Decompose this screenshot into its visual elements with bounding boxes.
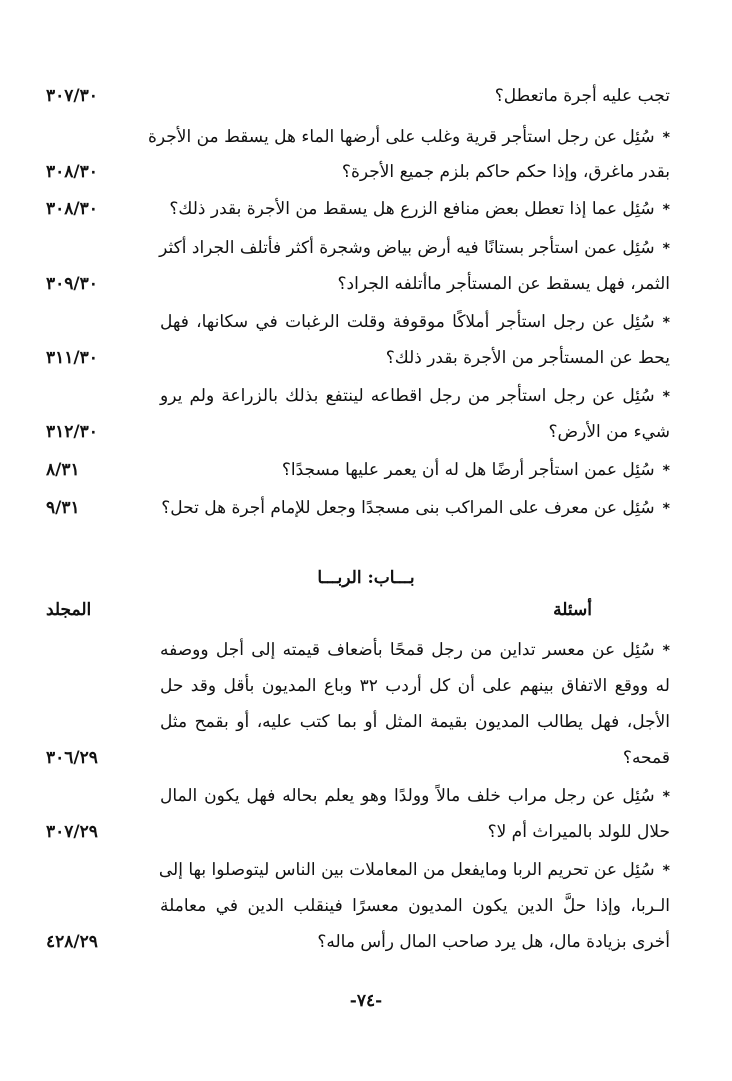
entry-text: أخرى بزيادة مال، هل يرد صاحب المال رأس ماله؟: [317, 932, 670, 952]
entry-text: سُئِل عن رجل استأجر من رجل اقطاعه لينتفع بذلك بالزراعة ولم يرو: [160, 386, 655, 406]
entry-text: سُئِل عمن استأجر أرضًا هل له أن يعمر عليها مسجدًا؟: [281, 460, 655, 480]
index-entry-line: [160, 496, 670, 520]
entry-text: سُئِل عن رجل استأجر أملاكًا موقوفة وقلت الرغبات في سكانها، فهل: [160, 312, 655, 332]
entry-text: الـربا، وإذا حلَّ الدين يكون المديون معسرًا فينقلب الدين في معاملة: [160, 896, 670, 916]
page-number: -٧٤-: [349, 991, 383, 1011]
index-entry-line: [160, 236, 670, 260]
index-entry-line: [148, 125, 670, 149]
index-entry-line: [160, 84, 670, 108]
volume-page-reference: ٣٠٧/٢٩: [46, 822, 98, 842]
index-entry-line: [160, 930, 670, 954]
index-entry-line: [160, 784, 670, 808]
volume-page-reference: ٨/٣١: [46, 460, 80, 480]
volume-page-reference: ٣٠٨/٣٠: [46, 199, 98, 219]
index-entry-line: [160, 458, 670, 482]
entry-text: الأجل، فهل يطالب المديون بقيمة المثل أو بما كتب عليه، أو بقمح مثل: [160, 712, 670, 732]
entry-text: تجب عليه أجرة ماتعطل؟: [494, 86, 670, 106]
chapter-title: بـــاب: الربـــا: [317, 568, 415, 588]
entry-text: قمحه؟: [622, 748, 670, 768]
bullet-star: *: [662, 130, 670, 146]
bullet-star: *: [662, 202, 670, 218]
entry-text: سُئِل عن معرف على المراكب بنى مسجدًا وجعل للإمام أجرة هل تحل؟: [161, 498, 655, 518]
index-entry-line: [160, 894, 670, 918]
volume-page-reference: ٤٢٨/٢٩: [46, 932, 98, 952]
index-entry-line: [160, 346, 670, 370]
volume-page-reference: ٣٠٩/٣٠: [46, 274, 98, 294]
bullet-star: *: [662, 463, 670, 479]
entry-text: سُئِل عما إذا تعطل بعض منافع الزرع هل يسقط من الأجرة بقدر ذلك؟: [169, 199, 655, 219]
index-entry-line: [160, 858, 670, 882]
index-entry-line: [160, 420, 670, 444]
entry-text: سُئِل عن رجل مراب خلف مالاً وولدًا وهو يعلم بحاله فهل يكون المال: [160, 786, 655, 806]
index-entry-line: [160, 272, 670, 296]
entry-text: شيء من الأرض؟: [548, 422, 670, 442]
entry-text: سُئِل عن معسر تداين من رجل قمحًا بأضعاف قيمته إلى أجل ووصفه: [160, 640, 655, 660]
index-entry-line: [160, 310, 670, 334]
bullet-star: *: [662, 789, 670, 805]
entry-text: الثمر، فهل يسقط عن المستأجر ماأتلفه الجراد؟: [337, 274, 670, 294]
bullet-star: *: [662, 241, 670, 257]
volume-page-reference: ٣٠٧/٣٠: [46, 86, 98, 106]
index-entry-line: [160, 746, 670, 770]
volume-page-reference: ٩/٣١: [46, 498, 80, 518]
volume-page-reference: ٣١٢/٣٠: [46, 422, 98, 442]
index-entry-line: [160, 384, 670, 408]
bullet-star: *: [662, 315, 670, 331]
entry-text: له ووقع الاتفاق بينهم على أن كل أردب ٣٢ وباع المديون بأقل وقد حل: [160, 676, 670, 696]
index-entry-line: [160, 160, 670, 184]
entry-text: بقدر ماغرق، وإذا حكم حاكم بلزم جميع الأجرة؟: [341, 162, 670, 182]
bullet-star: *: [662, 643, 670, 659]
bullet-star: *: [662, 863, 670, 879]
entry-text: يحط عن المستأجر من الأجرة بقدر ذلك؟: [385, 348, 670, 368]
index-entry-line: [160, 710, 670, 734]
index-entry-line: [160, 674, 670, 698]
entry-text: حلال للولد بالميراث أم لا؟: [487, 822, 670, 842]
index-entry-line: [160, 820, 670, 844]
bullet-star: *: [662, 501, 670, 517]
entry-text: سُئِل عن رجل استأجر قرية وغلب على أرضها الماء هل يسقط من الأجرة: [148, 127, 655, 147]
entry-text: سُئِل عمن استأجر بستانًا فيه أرض بياض وشجرة أكثر فأتلف الجراد أكثر: [159, 238, 655, 258]
index-entry-line: [160, 638, 670, 662]
volume-page-reference: ٣٠٦/٢٩: [46, 748, 98, 768]
index-entry-line: [160, 197, 670, 221]
bullet-star: *: [662, 389, 670, 405]
volume-page-reference: ٣٠٨/٣٠: [46, 162, 98, 182]
volume-page-reference: ٣١١/٣٠: [46, 348, 98, 368]
column-header-questions: أسئلة: [553, 600, 592, 620]
entry-text: سُئِل عن تحريم الربا ومايفعل من المعاملات بين الناس ليتوصلوا بها إلى: [158, 860, 655, 880]
column-header-volume: المجلد: [46, 600, 92, 620]
